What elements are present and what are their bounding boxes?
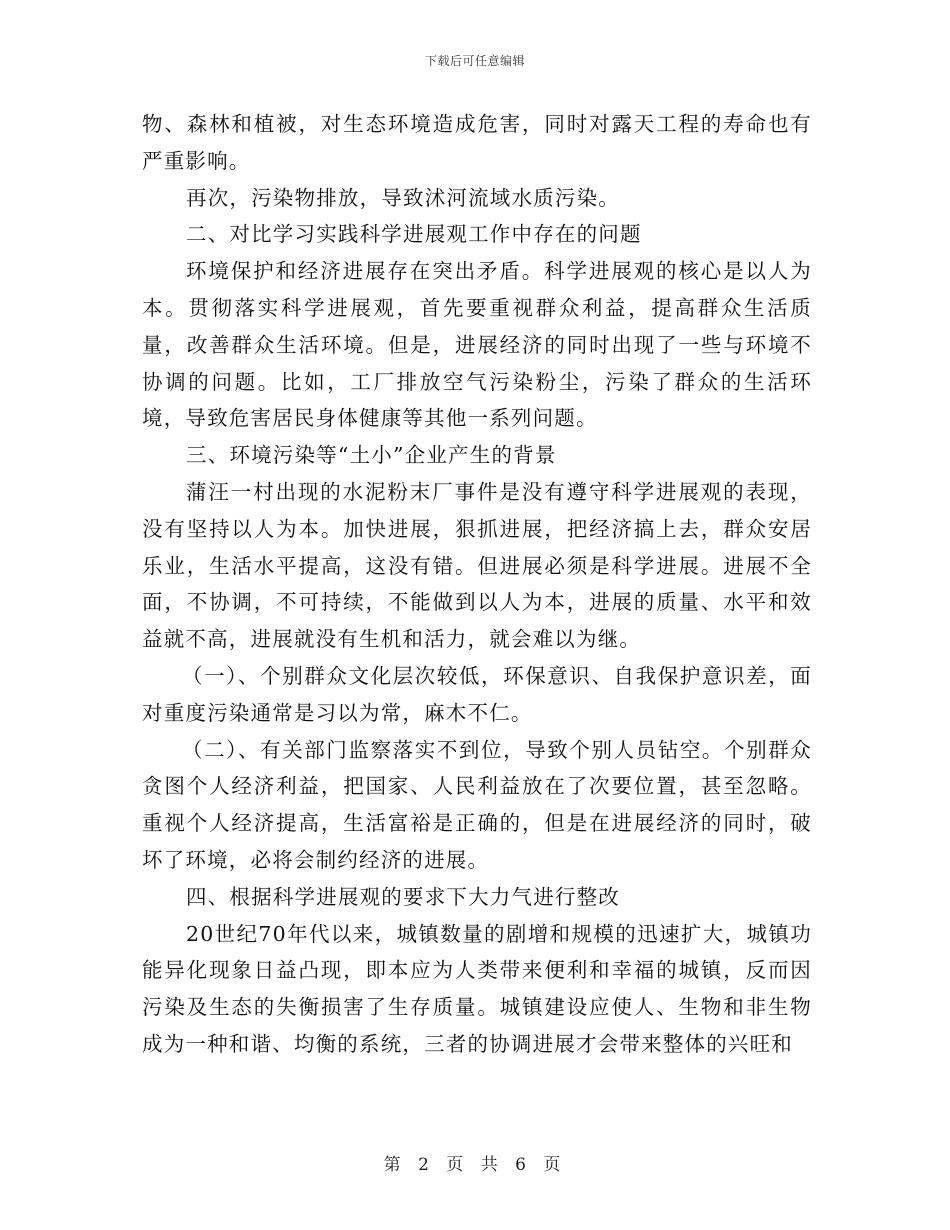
paragraph-continuation: 物、森林和植被，对生态环境造成危害，同时对露天工程的寿命也有严重影响。: [142, 112, 812, 173]
paragraph-section-3-body: 蒲汪一村出现的水泥粉末厂事件是没有遵守科学进展观的表现，没有坚持以人为本。加快进展，狠抓进展，把经济搞上去，群众安居乐业，生活水平提高，这没有错。但进展必须是科学进展。进展不全面，不协调，不可持续，不能做到以人为本，进展的质量、水平和效益就不高，进展就没有生机和活力，就会难以为继。: [142, 479, 812, 652]
section-heading-2: 二、对比学习实践科学进展观工作中存在的问题: [186, 222, 642, 247]
paragraph-section-2-body: 环境保护和经济进展存在突出矛盾。科学进展观的核心是以人为本。贯彻落实科学进展观，首先要重视群众利益，提高群众生活质量，改善群众生活环境。但是，进展经济的同时出现了一些与环境不协调的问题。比如，工厂排放空气污染粉尘，污染了群众的生活环境，导致危害居民身体健康等其他一系列问题。: [142, 259, 812, 431]
subsection-item-2: （二）、有关部门监察落实不到位，导致个别人员钻空。个别群众贪图个人经济利益，把国家、人民利益放在了次要位置，甚至忽略。重视个人经济提高，生活富裕是正确的，但是在进展经济的同时，破坏了环境，必将会制约经济的进展。: [142, 737, 812, 872]
paragraph-pollution-discharge: 再次，污染物排放，导致沭河流域水质污染。: [186, 185, 620, 210]
subsection-item-1: （一）、个别群众文化层次较低，环保意识、自我保护意识差，面对重度污染通常是习以为常，麻木不仁。: [142, 663, 812, 725]
document-body: [142, 106, 812, 1063]
page-number-footer: 第 2 页 共 6 页: [383, 1155, 567, 1175]
page-header-note: 下载后可任意编辑: [424, 54, 525, 68]
section-heading-4: 四、根据科学进展观的要求下大力气进行整改: [186, 884, 620, 909]
section-heading-3: 三、环境污染等“土小”企业产生的背景: [186, 443, 557, 468]
paragraph-section-4-body: 20世纪70年代以来，城镇数量的剧增和规模的迅速扩大，城镇功能异化现象日益凸现，即本应为人类带来便利和幸福的城镇，反而因污染及生态的失衡损害了生存质量。城镇建设应使人、生物和非生物成为一种和谐、均衡的系统，三者的协调进展才会带来整体的兴旺和: [142, 921, 812, 1056]
